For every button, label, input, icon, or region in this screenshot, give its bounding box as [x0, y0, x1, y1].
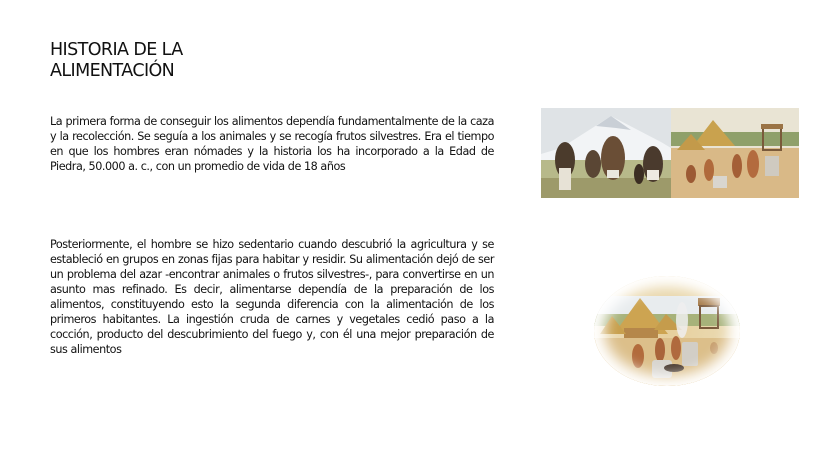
paragraph-sedentary-agriculture: Posteriormente, el hombre se hizo sedentario cuando descubrió la agricultura y se estableció en grupos en zonas fijas para habitar y residir. Su alimentación dejó de ser un problema del azar -encontrar animales o frutos silvestres-, para convertirse en un asunto mas refinado. Es decir, alimentarse dependía de la preparación de los alimentos, constituyendo esto la segunda diferencia con la alimentación de los primeros habitantes. La ingestión cruda de carnes y vegetales cedió paso a la cocción, producto del descubrimiento del fuego y, con él una mejor preparación de sus alimentos: [50, 238, 494, 356]
prehistoric-illustration-image: [541, 108, 799, 198]
paragraph-hunting-gathering: La primera forma de conseguir los alimentos dependía fundamentalmente de la caza y la recolección. Se seguía a los animales y se recogía frutos silvestres. Era el tiempo en que los hombres eran nómades y la historia los ha incorporado a la Edad de Piedra, 50.000 a. c., con un promedio de vida de 18 años: [50, 115, 494, 173]
village-oval-illustration-image: [594, 276, 740, 386]
village-scene-graphic: [594, 276, 740, 386]
title-line-1: HISTORIA DE LA: [50, 40, 183, 60]
prehistoric-scene-graphic: [541, 108, 799, 198]
title-line-2: ALIMENTACIÓN: [50, 61, 175, 81]
slide-title: [50, 40, 183, 82]
